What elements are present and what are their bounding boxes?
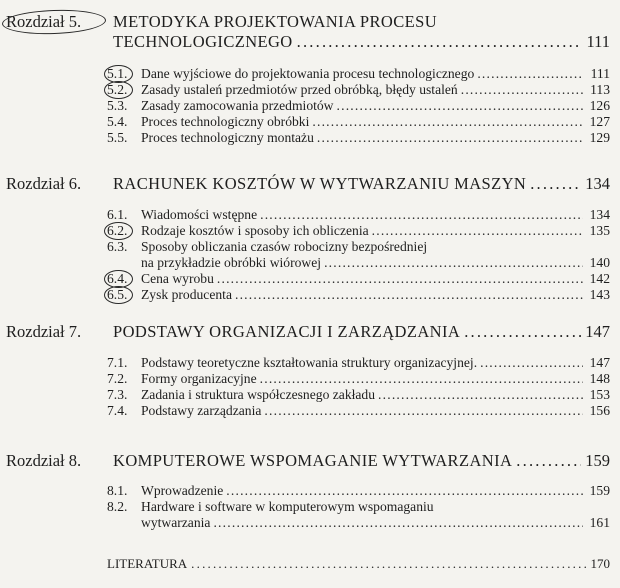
toc-entry: 7.1. Podstawy teoretyczne kształtowania struktury organizacyjnej. ..... 147 <box>107 355 610 371</box>
toc-entry-line1: Sposoby obliczania czasów robocizny bezpośredniej <box>141 239 428 254</box>
toc-entry: 7.2. Formy organizacyjne ..... 148 <box>107 371 610 387</box>
toc-entry-line1: Hardware i software w komputerowym wspomaganiu <box>141 499 434 514</box>
leader-dots <box>337 98 583 114</box>
literature-entry <box>107 556 610 572</box>
toc-entry: 6.2. Rodzaje kosztów i sposoby ich obliczenia ..... 135 <box>107 223 610 239</box>
literature-page: 170 <box>590 556 610 571</box>
leader-dots <box>260 371 583 387</box>
chapter-6-sections <box>107 207 610 303</box>
leader-dots <box>213 515 583 531</box>
toc-entry: 5.1. Dane wyjściowe do projektowania procesu technologicznego ..... 111 <box>107 66 610 82</box>
toc-entry: 5.3. Zasady zamocowania przedmiotów ..... 126 <box>107 98 610 114</box>
leader-dots <box>324 255 583 271</box>
chapter-8-heading <box>6 451 610 471</box>
leader-dots <box>260 207 583 223</box>
leader-dots <box>461 82 583 98</box>
leader-dots <box>317 130 583 146</box>
leader-dots <box>226 483 583 499</box>
leader-dots <box>516 451 581 471</box>
chapter-7-label: Rozdział 7. <box>6 322 82 341</box>
chapter-6-page: 134 <box>585 174 610 193</box>
toc-entry: 8.1. Wprowadzenie ..... 159 <box>107 483 610 499</box>
chapter-6-heading <box>6 174 610 194</box>
chapter-7-sections <box>107 355 610 419</box>
chapter-5-heading-cont <box>6 32 610 52</box>
chapter-5-title-line1: METODYKA PROJEKTOWANIA PROCESU <box>113 12 438 31</box>
chapter-7-title: PODSTAWY ORGANIZACJI I ZARZĄDZANIA <box>113 322 461 341</box>
toc-entry: 6.4. Cena wyrobu ..... 142 <box>107 271 610 287</box>
leader-dots <box>235 287 583 303</box>
toc-entry: 5.2. Zasady ustaleń przedmiotów przed obróbką, błędy ustaleń ..... 113 <box>107 82 610 98</box>
leader-dots <box>217 271 583 287</box>
chapter-5-title-line2: TECHNOLOGICZNEGO <box>113 32 293 51</box>
chapter-8-title: KOMPUTEROWE WSPOMAGANIE WYTWARZANIA <box>113 451 513 470</box>
leader-dots <box>191 556 586 572</box>
chapter-5-page: 111 <box>586 32 610 51</box>
chapter-6-label: Rozdział 6. <box>6 174 82 193</box>
leader-dots <box>372 223 583 239</box>
toc-entry: 5.5. Proces technologiczny montażu ..... 129 <box>107 130 610 146</box>
chapter-5-label: Rozdział 5. <box>6 12 113 32</box>
chapter-5-sections <box>107 66 610 146</box>
chapter-5 <box>6 12 610 52</box>
chapter-8-sections <box>107 483 610 531</box>
toc-entry: 5.4. Proces technologiczny obróbki ..... 127 <box>107 114 610 130</box>
leader-dots <box>312 114 583 130</box>
literature-title: LITERATURA <box>107 556 188 571</box>
chapter-6-title: RACHUNEK KOSZTÓW W WYTWARZANIU MASZYN <box>113 174 527 193</box>
leader-dots <box>378 387 583 403</box>
leader-dots <box>464 322 581 342</box>
toc-entry-cont: wytwarzania ..... 161 <box>107 515 610 531</box>
leader-dots <box>530 174 581 194</box>
leader-dots <box>297 32 583 52</box>
toc-entry: 7.4. Podstawy zarządzania ..... 156 <box>107 403 610 419</box>
chapter-8 <box>6 451 610 471</box>
chapter-8-page: 159 <box>585 451 610 470</box>
toc-entry: 7.3. Zadania i struktura współczesnego zakładu ..... 153 <box>107 387 610 403</box>
leader-dots <box>480 355 583 371</box>
leader-dots <box>477 66 583 82</box>
chapter-7-page: 147 <box>585 322 610 341</box>
toc-entry: 6.5. Zysk producenta ..... 143 <box>107 287 610 303</box>
toc-entry: 6.1. Wiadomości wstępne ..... 134 <box>107 207 610 223</box>
toc-entry-cont: na przykładzie obróbki wiórowej ..... 140 <box>107 255 610 271</box>
chapter-7 <box>6 322 610 342</box>
chapter-7-heading <box>6 322 610 342</box>
chapter-5-heading <box>6 12 610 32</box>
chapter-8-label: Rozdział 8. <box>6 451 82 470</box>
chapter-6 <box>6 174 610 194</box>
leader-dots <box>264 403 583 419</box>
toc-entry: 6.3. <box>107 239 128 254</box>
toc-entry: 8.2. <box>107 499 128 514</box>
